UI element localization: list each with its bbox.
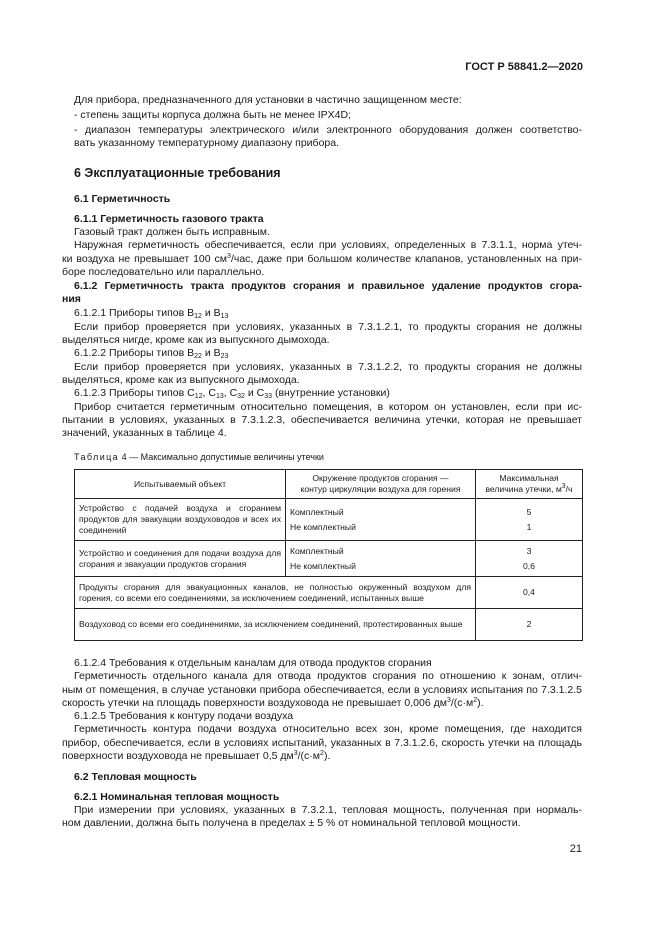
- page-number: 21: [569, 843, 582, 855]
- paragraph-line: Газовый тракт должен быть исправным.: [74, 226, 270, 238]
- table-cell: Воздуховод со всеми его соединениями, за исключением соединений, протестированных выше: [75, 609, 476, 641]
- table-row: [75, 609, 583, 641]
- paragraph-line: боре последовательно или параллельно.: [62, 266, 265, 278]
- clause-heading: 6.1.2.5 Требования к контуру подачи воздуха: [74, 710, 294, 722]
- paragraph-line: Прибор считается герметичным относительно помещения, в котором он установлен, если при ис-: [74, 401, 582, 413]
- table-cell: Устройство с подачей воздуха и сгоранием продуктов для эвакуации воздуховодов и всех их соединений: [75, 499, 286, 541]
- subsection-heading: 6.1.2 Герметичность тракта продуктов сгорания и правильное удаление продуктов сгора-: [74, 280, 582, 292]
- paragraph-line: ным от помещения, в случае установки прибора обеспечивается, если в условиях испытания по 7.3.1.2.5: [62, 684, 582, 696]
- paragraph-line: Наружная герметичность обеспечивается, если при условиях, определенных в 7.3.1.1, норма утеч-: [74, 239, 582, 251]
- paragraph-line: Герметичность контура подачи воздуха относительно всех зон, кроме помещения, где находится: [74, 723, 582, 735]
- table-cell: Комплектный Не комплектный: [286, 499, 476, 541]
- leakage-table: [74, 469, 583, 641]
- subsection-heading: 6.1.1 Герметичность газового тракта: [74, 213, 264, 225]
- paragraph-line: При измерении при условиях, указанных в 7.3.2.1, тепловая мощность, полученная при нормаль-: [74, 804, 582, 816]
- subsection-heading: 6.1 Герметичность: [74, 193, 171, 205]
- subsection-heading: ния: [62, 293, 81, 305]
- table-cell: 3 0,6: [476, 541, 583, 577]
- table-cell: Комплектный Не комплектный: [286, 541, 476, 577]
- subsection-heading: 6.2 Тепловая мощность: [74, 771, 197, 783]
- paragraph-line: Если прибор проверяется при условиях, указанных в 7.3.1.2.2, то продукты сгорания не должны: [74, 361, 582, 373]
- paragraph-line: скорость утечки на площадь поверхности воздуховода не превышает 0,006 $дм^3/(с\cdot м^2)$.: [62, 697, 484, 709]
- column-header: Испытываемый объект: [75, 470, 286, 499]
- table-caption: Таблица 4 — Максимально допустимые величины утечки: [74, 452, 324, 462]
- paragraph-line: ки воздуха не превышает 100 $см^3$/час, даже при большом количестве клапанов, установленных на при-: [62, 253, 582, 265]
- intro-line: - диапазон температуры электрического и/или электронного оборудования должен соответство-: [74, 124, 582, 136]
- table-cell: 5 1: [476, 499, 583, 541]
- paragraph-line: Если прибор проверяется при условиях, указанных в 7.3.1.2.1, то продукты сгорания не должны: [74, 321, 582, 333]
- table-row: [75, 541, 583, 577]
- intro-line: - степень защиты корпуса должна быть не менее IPX4D;: [74, 109, 352, 121]
- clause-heading: 6.1.2.1 Приборы типов $B_{12}$ и $B_{13}$: [74, 307, 229, 320]
- table-cell: 0,4: [476, 577, 583, 609]
- section-heading: 6 Эксплуатационные требования: [74, 166, 281, 180]
- standard-number: ГОСТ Р 58841.2—2020: [465, 61, 583, 73]
- table-row: [75, 499, 583, 541]
- clause-heading: 6.1.2.3 Приборы типов $C_{12}$, $C_{13}$, $C_{32}$ и $C_{33}$ (внутренние установки): [74, 387, 390, 400]
- paragraph-line: значений, указанных в таблице 4.: [62, 427, 227, 439]
- subsection-heading: 6.2.1 Номинальная тепловая мощность: [74, 791, 280, 803]
- table-row: [75, 577, 583, 609]
- intro-line: вать указанному температурному диапазону прибора.: [74, 137, 340, 149]
- paragraph-line: пытании в условиях, указанных в 7.3.1.2.3, обеспечивается величина утечки, которая не превышает: [62, 414, 582, 426]
- clause-heading: 6.1.2.4 Требования к отдельным каналам для отвода продуктов сгорания: [74, 657, 432, 669]
- table-cell: 2: [476, 609, 583, 641]
- table-cell: Устройство и соединения для подачи воздуха для сгорания и эвакуации продуктов сгорания: [75, 541, 286, 577]
- paragraph-line: Герметичность отдельного канала для отвода продуктов сгорания по отношению к зонам, отлич-: [74, 670, 582, 682]
- paragraph-line: прибор, обеспечивается, если в условиях испытаний, указанных в 7.3.1.2.6, скорость утечки на площадь: [62, 737, 582, 749]
- column-header: Максимальная величина утечки, $м^3/ч$: [476, 470, 583, 499]
- intro-line: Для прибора, предназначенного для установки в частично защищенном месте:: [74, 94, 462, 106]
- paragraph-line: ном давлении, должна быть получена в пределах ± 5 % от номинальной тепловой мощности.: [62, 817, 521, 829]
- table-cell: Продукты сгорания для эвакуационных каналов, не полностью окруженный воздухом для горения, со всеми его соединениями, за исключением соединений, испытанных выше: [75, 577, 476, 609]
- paragraph-line: выделяться, кроме как из выпускного дымохода.: [62, 374, 300, 386]
- clause-heading: 6.1.2.2 Приборы типов $B_{22}$ и $B_{23}$: [74, 347, 229, 360]
- paragraph-line: поверхности воздуховода не превышает 0,5 $дм^3/(с\cdot м^2)$.: [62, 750, 331, 762]
- column-header: Окружение продуктов сгорания — контур циркуляции воздуха для горения: [286, 470, 476, 499]
- paragraph-line: выделяться нигде, кроме как из выпускного дымохода.: [62, 334, 330, 346]
- table-header-row: [75, 470, 583, 499]
